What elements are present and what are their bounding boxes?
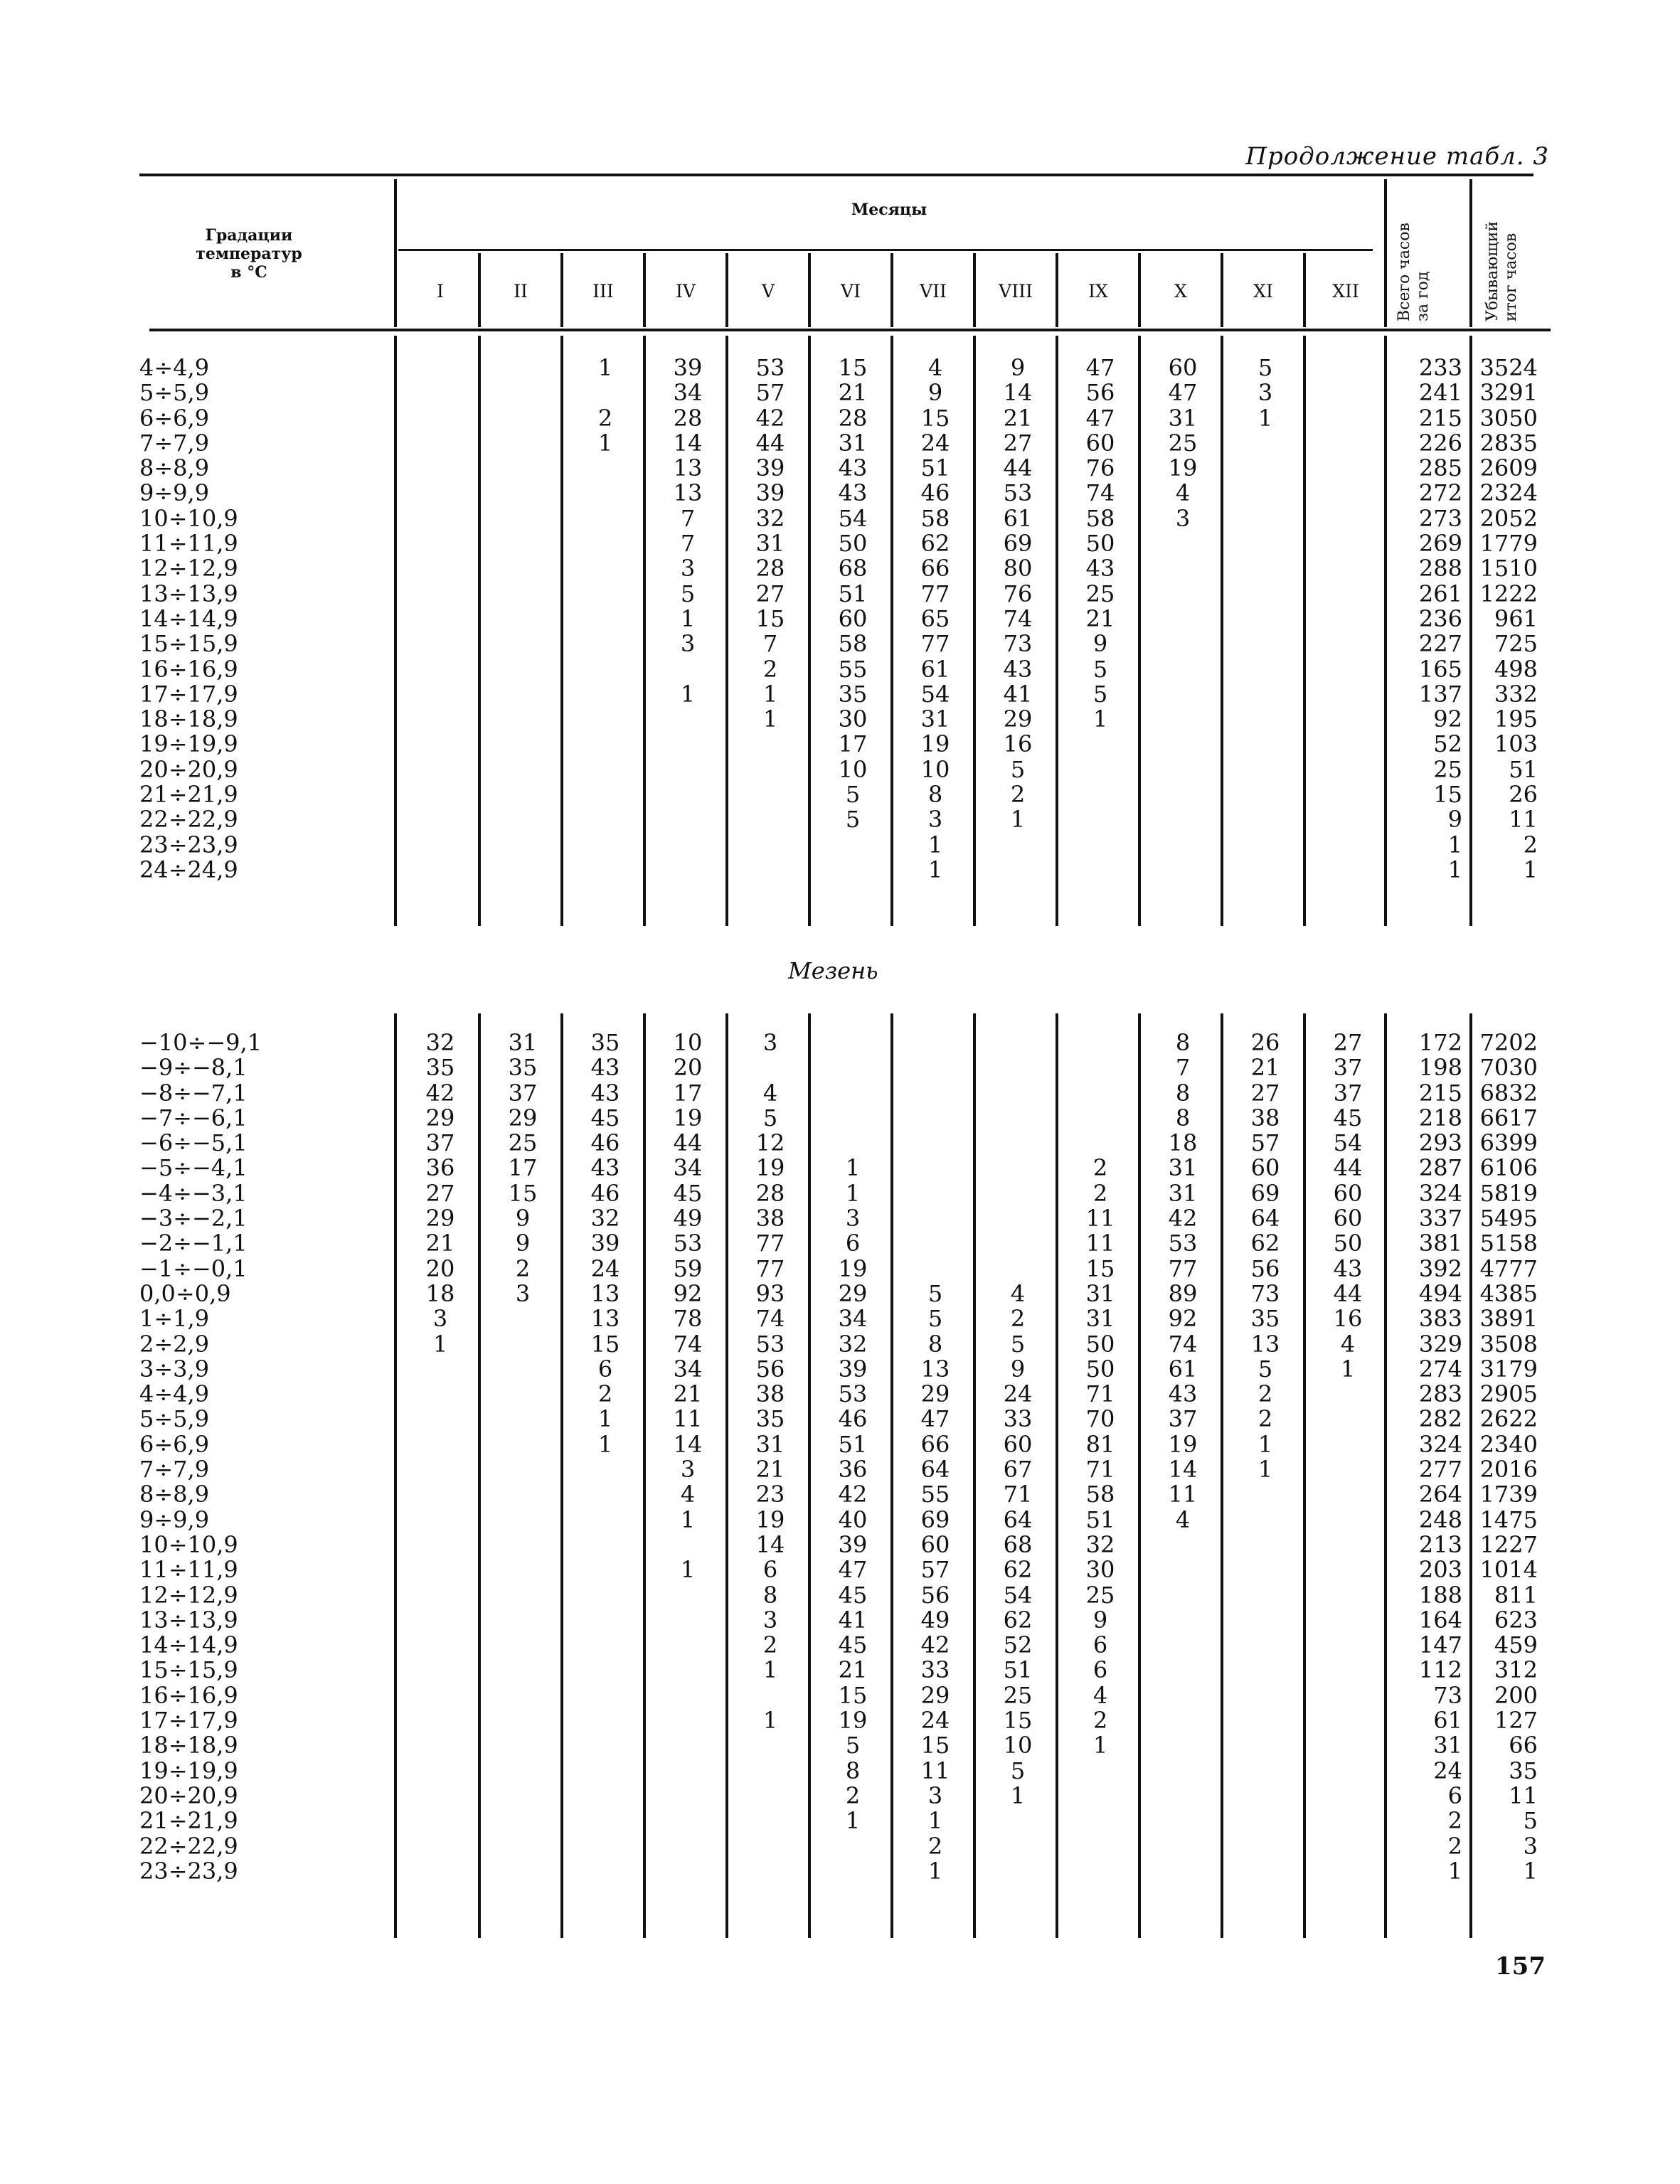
section1-col-viii: 9 14 21 27 44 53 61 69 80 76 74 73 43 41 29 16 5 2 1 bbox=[1003, 354, 1033, 833]
column-rule bbox=[808, 1013, 811, 1938]
column-rule bbox=[1303, 336, 1306, 926]
section2-col-ii: 31 35 37 29 25 17 15 9 9 2 3 bbox=[508, 1029, 538, 1307]
temperature-gradation-label: 21÷21,9 bbox=[139, 1807, 238, 1835]
total-hours-line-1: Всего часов bbox=[1395, 223, 1413, 321]
section2-temperature-labels bbox=[139, 1030, 381, 1884]
temperature-gradation-label: 7÷7,9 bbox=[139, 1456, 210, 1483]
section2-col-total: 172 198 215 218 293 287 324 337 381 392 494 383 329 274 283 282 324 277 264 248 213 203 188 164 147 112 73 61 31 24 6 2 2 1 bbox=[1418, 1029, 1462, 1885]
temperature-gradation-label: 0,0÷0,9 bbox=[139, 1279, 231, 1307]
column-rule bbox=[1469, 1013, 1472, 1938]
month-header-ii: II bbox=[514, 281, 528, 302]
column-rule bbox=[394, 336, 397, 926]
column-rule bbox=[1384, 1013, 1387, 1938]
temperature-gradation-label: 7÷7,9 bbox=[139, 429, 210, 457]
temperature-gradation-label: 23÷23,9 bbox=[139, 1857, 238, 1885]
column-rule bbox=[1303, 1013, 1306, 1938]
section2-col-iv: 10 20 17 19 44 34 45 49 53 59 92 78 74 34 21 11 14 3 4 1 1 bbox=[673, 1029, 703, 1584]
temperature-gradation-label: 23÷23,9 bbox=[139, 831, 238, 858]
temperature-gradation-label: 5÷5,9 bbox=[139, 1405, 210, 1433]
section2-col-xi: 26 21 27 38 57 60 69 64 62 56 73 35 13 5 2 2 1 1 bbox=[1250, 1029, 1280, 1483]
total-hours-line-2: за год bbox=[1414, 271, 1432, 321]
temperature-gradation-label: 15÷15,9 bbox=[139, 1656, 238, 1684]
temperature-gradation-label: −5÷−4,1 bbox=[139, 1154, 248, 1182]
temperature-gradation-label: 11÷11,9 bbox=[139, 1556, 238, 1584]
gradations-line-3: в °С bbox=[230, 263, 267, 282]
header-month-divider bbox=[725, 253, 728, 327]
month-header-iii: III bbox=[592, 281, 614, 302]
cumulative-line-2: итог часов bbox=[1502, 233, 1520, 321]
temperature-gradation-label: 4÷4,9 bbox=[139, 354, 210, 381]
temperature-gradation-label: 5÷5,9 bbox=[139, 379, 210, 407]
cumulative-line-1: Убывающий bbox=[1484, 220, 1501, 321]
header-month-divider bbox=[560, 253, 563, 327]
column-rule bbox=[1469, 336, 1472, 926]
header-month-divider bbox=[643, 253, 646, 327]
temperature-gradation-label: 16÷16,9 bbox=[139, 1681, 238, 1709]
temperature-gradation-label: −4÷−3,1 bbox=[139, 1179, 248, 1207]
column-rule bbox=[1221, 336, 1223, 926]
temperature-gradation-label: 1÷1,9 bbox=[139, 1305, 210, 1333]
temperature-gradation-label: 15÷15,9 bbox=[139, 630, 238, 658]
column-rule bbox=[478, 336, 481, 926]
column-rule bbox=[1138, 1013, 1141, 1938]
column-rule bbox=[560, 1013, 563, 1938]
month-header-xii: XII bbox=[1332, 281, 1359, 302]
column-rule bbox=[973, 1013, 976, 1938]
section1-col-vi: 15 21 28 31 43 43 54 50 68 51 60 58 55 35 30 17 10 5 5 bbox=[838, 354, 868, 833]
section1-col-ix: 47 56 47 60 76 74 58 50 43 25 21 9 5 5 1 bbox=[1085, 354, 1115, 733]
section1-col-vii: 4 9 15 24 51 46 58 62 66 77 65 77 61 54 31 19 10 8 3 1 1 bbox=[920, 354, 950, 883]
temperature-gradation-label: 20÷20,9 bbox=[139, 755, 238, 783]
temperature-gradation-label: 20÷20,9 bbox=[139, 1781, 238, 1809]
temperature-gradation-label: 8÷8,9 bbox=[139, 454, 210, 482]
month-header-ix: IX bbox=[1088, 281, 1108, 302]
temperature-gradation-label: 3÷3,9 bbox=[139, 1355, 210, 1383]
temperature-gradation-label: 12÷12,9 bbox=[139, 555, 238, 582]
temperature-gradation-label: −2÷−1,1 bbox=[139, 1230, 248, 1257]
section2-col-vi: 1 1 3 6 19 29 34 32 39 53 46 51 36 42 40 39 47 45 41 45 21 15 19 5 8 2 1 bbox=[838, 1154, 868, 1835]
total-hours-header bbox=[1395, 223, 1432, 321]
temperature-gradation-label: 17÷17,9 bbox=[139, 1707, 238, 1735]
column-rule bbox=[890, 336, 893, 926]
months-title: Месяцы bbox=[851, 201, 927, 219]
temperature-gradation-label: −1÷−0,1 bbox=[139, 1255, 248, 1282]
table-caption: Продолжение табл. 3 bbox=[1245, 142, 1549, 171]
temperature-gradation-label: 6÷6,9 bbox=[139, 404, 210, 432]
section1-col-iii: 1 2 1 bbox=[597, 354, 613, 457]
section2-col-iii: 35 43 43 45 46 43 46 32 39 24 13 13 15 6 2 1 1 bbox=[590, 1029, 620, 1458]
header-month-divider bbox=[973, 253, 976, 327]
month-header-viii: VIII bbox=[999, 281, 1033, 302]
header-month-divider bbox=[1056, 253, 1058, 327]
temperature-gradation-label: −6÷−5,1 bbox=[139, 1129, 248, 1157]
month-header-iv: IV bbox=[676, 281, 696, 302]
temperature-gradation-label: 22÷22,9 bbox=[139, 1832, 238, 1860]
section2-col-cumulative: 7202 7030 6832 6617 6399 6106 5819 5495 5158 4777 4385 3891 3508 3179 2905 2622 2340 2016 1739 1475 1227 1014 811 623 459 312 200 127 66 35 11 5 3 1 bbox=[1479, 1029, 1538, 1885]
section2-col-v: 3 4 5 12 19 28 38 77 77 93 74 53 56 38 35 31 21 23 19 14 6 8 3 2 1 1 bbox=[755, 1029, 785, 1735]
month-header-xi: XI bbox=[1253, 281, 1273, 302]
column-rule bbox=[1221, 1013, 1223, 1938]
temperature-gradation-label: 14÷14,9 bbox=[139, 604, 238, 632]
column-rule bbox=[478, 1013, 481, 1938]
header-month-divider bbox=[1221, 253, 1223, 327]
header-divider-left bbox=[394, 179, 397, 327]
temperature-gradation-label: 9÷9,9 bbox=[139, 479, 210, 507]
column-rule bbox=[725, 336, 728, 926]
month-header-vii: VII bbox=[920, 281, 947, 302]
temperature-gradation-label: 10÷10,9 bbox=[139, 1530, 238, 1558]
temperature-gradation-label: 21÷21,9 bbox=[139, 781, 238, 809]
column-rule bbox=[560, 336, 563, 926]
temperature-gradation-label: 10÷10,9 bbox=[139, 504, 238, 532]
column-rule bbox=[1384, 336, 1387, 926]
temperature-gradation-label: 19÷19,9 bbox=[139, 1757, 238, 1784]
column-rule bbox=[725, 1013, 728, 1938]
month-header-v: V bbox=[761, 281, 775, 302]
temperature-gradation-label: 13÷13,9 bbox=[139, 1606, 238, 1634]
temperature-gradation-label: −7÷−6,1 bbox=[139, 1104, 248, 1131]
section1-col-cumulative: 3524 3291 3050 2835 2609 2324 2052 1779 1510 1222 961 725 498 332 195 103 51 26 11 2 1 bbox=[1479, 354, 1538, 883]
temperature-gradation-label: 18÷18,9 bbox=[139, 1732, 238, 1759]
section2-col-x: 8 7 8 8 18 31 31 42 53 77 89 92 74 61 43 37 19 14 11 4 bbox=[1168, 1029, 1198, 1533]
header-month-divider bbox=[478, 253, 481, 327]
top-rule bbox=[139, 174, 1533, 176]
section1-col-iv: 39 34 28 14 13 13 7 7 3 5 1 3 1 bbox=[673, 354, 703, 708]
temperature-gradation-label: 12÷12,9 bbox=[139, 1581, 238, 1609]
temperature-gradation-label: 9÷9,9 bbox=[139, 1506, 210, 1533]
temperature-gradation-label: 18÷18,9 bbox=[139, 705, 238, 733]
column-rule bbox=[1056, 1013, 1058, 1938]
section1-col-v: 53 57 42 44 39 39 32 31 28 27 15 7 2 1 1 bbox=[755, 354, 785, 733]
gradations-header bbox=[178, 226, 320, 282]
temperature-gradation-label: 24÷24,9 bbox=[139, 856, 238, 883]
temperature-gradation-label: 8÷8,9 bbox=[139, 1481, 210, 1508]
section1-col-total: 233 241 215 226 285 272 273 269 288 261 236 227 165 137 92 52 25 15 9 1 1 bbox=[1418, 354, 1462, 883]
column-rule bbox=[890, 1013, 893, 1938]
temperature-gradation-label: −8÷−7,1 bbox=[139, 1079, 248, 1107]
temperature-gradation-label: 14÷14,9 bbox=[139, 1631, 238, 1659]
column-rule bbox=[394, 1013, 397, 1938]
gradations-line-1: Градации bbox=[205, 226, 293, 245]
temperature-gradation-label: 19÷19,9 bbox=[139, 730, 238, 758]
month-header-i: I bbox=[437, 281, 444, 302]
month-header-vi: VI bbox=[841, 281, 861, 302]
temperature-gradation-label: 16÷16,9 bbox=[139, 655, 238, 683]
header-month-divider bbox=[808, 253, 811, 327]
temperature-gradation-label: 2÷2,9 bbox=[139, 1330, 210, 1358]
temperature-gradation-label: −10÷−9,1 bbox=[139, 1029, 262, 1056]
column-rule bbox=[808, 336, 811, 926]
header-divider-cumulative bbox=[1469, 179, 1472, 327]
section1-col-xi: 5 3 1 bbox=[1258, 354, 1273, 432]
column-rule bbox=[973, 336, 976, 926]
column-rule bbox=[643, 1013, 646, 1938]
section1-col-x: 60 47 31 25 19 4 3 bbox=[1168, 354, 1198, 532]
header-month-divider bbox=[1303, 253, 1306, 327]
header-bottom-rule bbox=[149, 329, 1551, 331]
column-rule bbox=[643, 336, 646, 926]
header-divider-total bbox=[1384, 179, 1387, 327]
temperature-gradation-label: 13÷13,9 bbox=[139, 580, 238, 607]
cumulative-header bbox=[1484, 221, 1521, 321]
column-rule bbox=[1056, 336, 1058, 926]
section2-col-i: 32 35 42 29 37 36 27 29 21 20 18 3 1 bbox=[425, 1029, 455, 1358]
temperature-gradation-label: 6÷6,9 bbox=[139, 1430, 210, 1458]
gradations-line-2: температур bbox=[196, 245, 302, 263]
temperature-gradation-label: 11÷11,9 bbox=[139, 530, 238, 558]
station-title: Мезень bbox=[788, 957, 878, 984]
months-underline bbox=[398, 249, 1373, 251]
section2-col-ix: 2 2 11 11 15 31 31 50 50 71 70 81 71 58 51 32 30 25 9 6 6 4 2 1 bbox=[1085, 1154, 1115, 1759]
section2-col-xii: 27 37 37 45 54 44 60 60 50 43 44 16 4 1 bbox=[1333, 1029, 1363, 1383]
temperature-gradation-label: 22÷22,9 bbox=[139, 806, 238, 833]
month-header-x: X bbox=[1174, 281, 1187, 302]
header-month-divider bbox=[890, 253, 893, 327]
temperature-gradation-label: −3÷−2,1 bbox=[139, 1205, 248, 1232]
section2-col-viii: 4 2 5 9 24 33 60 67 71 64 68 62 54 62 52 51 25 15 10 5 1 bbox=[1003, 1279, 1033, 1809]
temperature-gradation-label: 17÷17,9 bbox=[139, 680, 238, 708]
column-rule bbox=[1138, 336, 1141, 926]
header-month-divider bbox=[1138, 253, 1141, 327]
temperature-gradation-label: 4÷4,9 bbox=[139, 1380, 210, 1408]
temperature-gradation-label: −9÷−8,1 bbox=[139, 1054, 248, 1082]
section1-temperature-labels bbox=[139, 356, 381, 883]
section2-col-vii: 5 5 8 13 29 47 66 64 55 69 60 57 56 49 42 33 29 24 15 11 3 1 2 1 bbox=[920, 1279, 950, 1885]
page-number: 157 bbox=[1495, 1952, 1546, 1981]
